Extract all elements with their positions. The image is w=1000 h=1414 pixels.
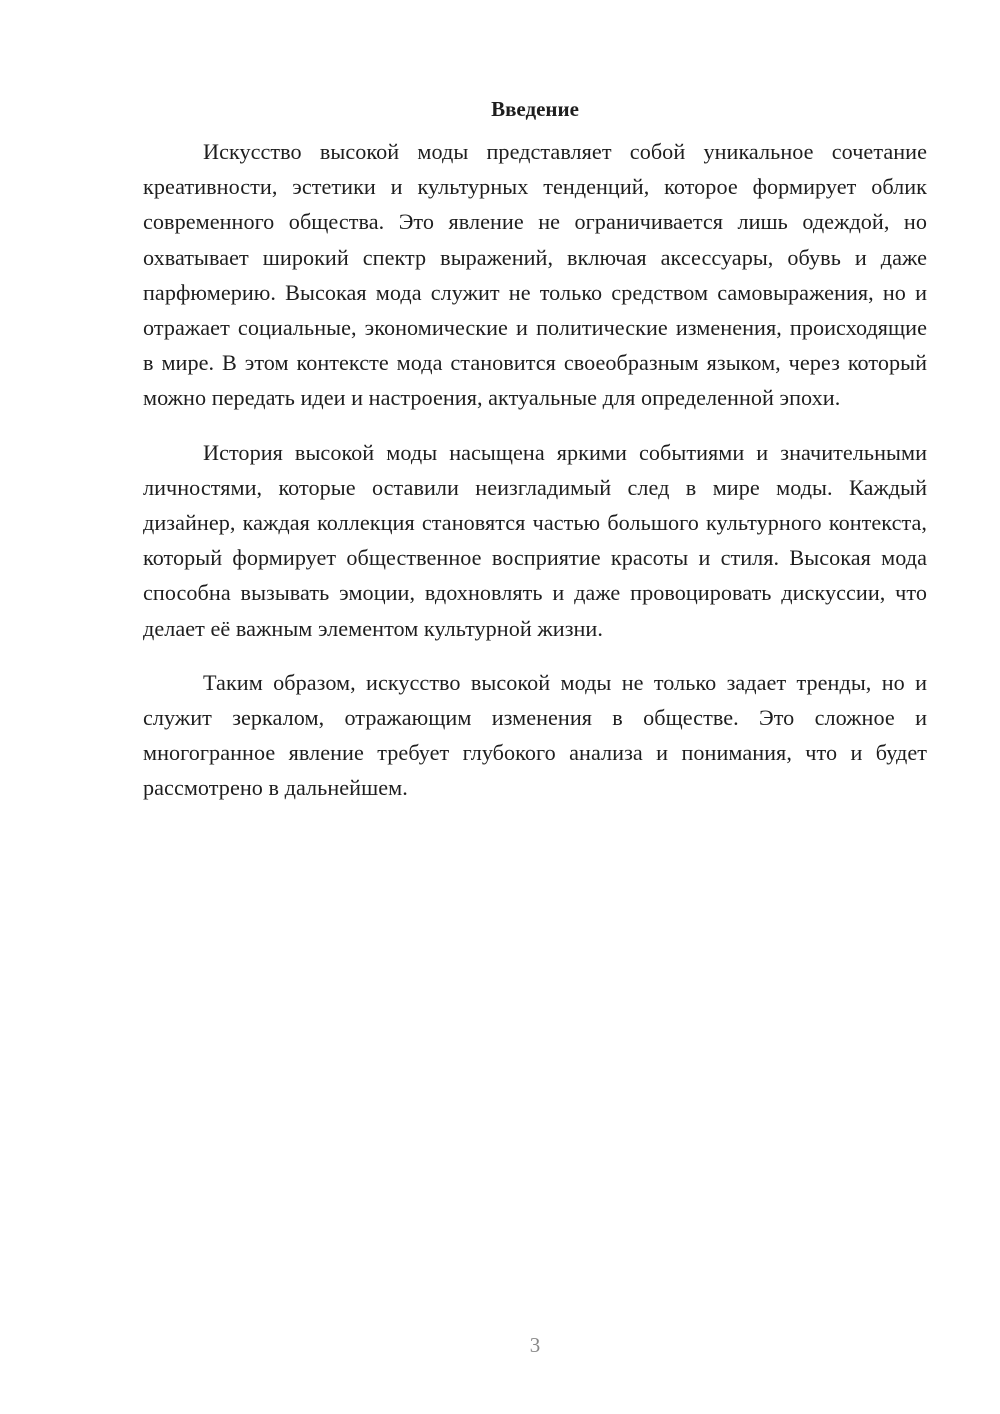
page-number: 3 [529, 1333, 541, 1357]
section-heading: Введение [491, 97, 579, 121]
paragraph-1: Искусство высокой моды представляет собой уникальное сочетание креативности, эстетики и культурных тенденций, которое формирует облик современного общества. Это явление не ограничивается лишь одеждой, но охватывает широкий спектр выражений, включая аксессуары, обувь и даже парфюмерию. Высокая мода служит не только средством самовыражения, но и отражает социальные, экономические и политические изменения, происходящие в мире. В этом контексте мода становится своеобразным языком, через который можно передать идеи и настроения, актуальные для определенной эпохи. [143, 139, 927, 411]
paragraph-3: Таким образом, искусство высокой моды не только задает тренды, но и служит зеркалом, отражающим изменения в обществе. Это сложное и многогранное явление требует глубокого анализа и понимания, что и будет рассмотрено в дальнейшем. [143, 669, 927, 801]
page-body [143, 92, 927, 806]
paragraph-2: История высокой моды насыщена яркими событиями и значительными личностями, которые оставили неизгладимый след в мире моды. Каждый дизайнер, каждая коллекция становятся частью большого культурного контекста, который формирует общественное восприятие красоты и стиля. Высокая мода способна вызывать эмоции, вдохновлять и даже провоцировать дискуссии, что делает её важным элементом культурной жизни. [143, 439, 927, 641]
